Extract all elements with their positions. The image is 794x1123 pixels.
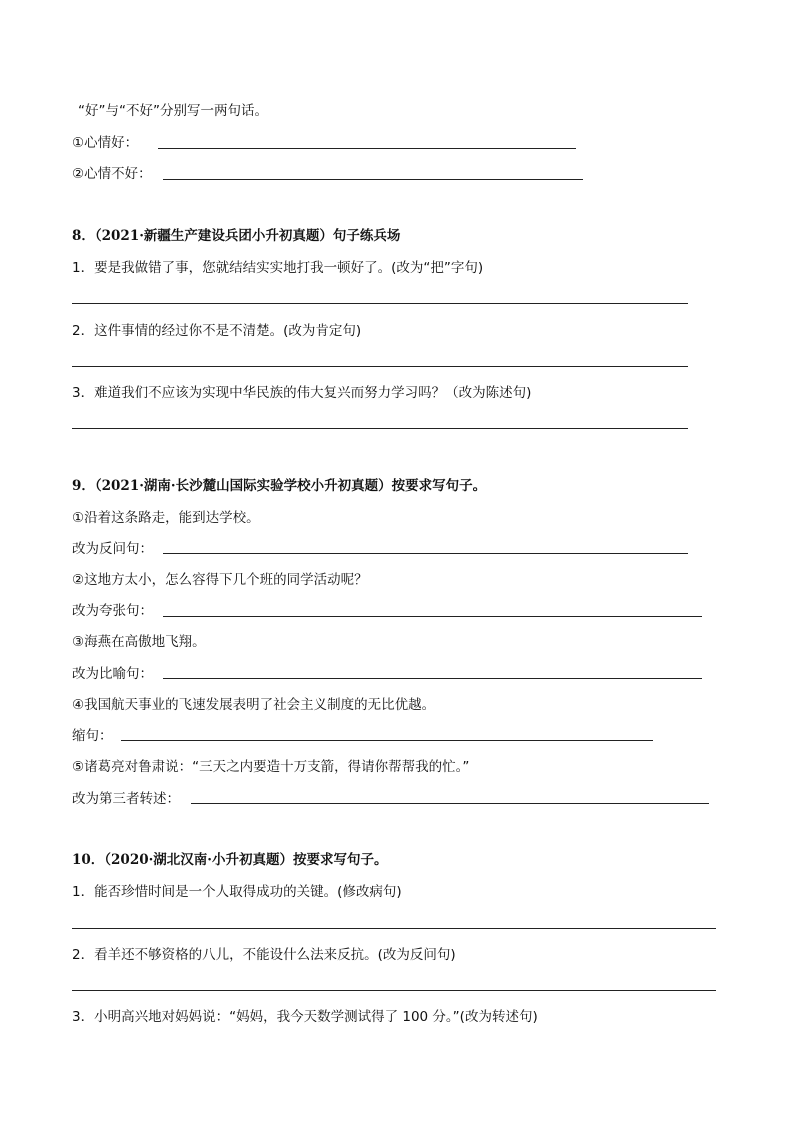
answer-line-q9-5[interactable]	[191, 803, 709, 804]
question-9-prompt-4: 缩句：	[72, 728, 113, 744]
question-9-prompt-3: 改为比喻句：	[72, 666, 153, 682]
answer-line-q8-1[interactable]	[72, 303, 688, 304]
question-8-item-2: 2．这件事情的经过你不是不清楚。(改为肯定句)	[72, 323, 362, 339]
question-9-title: 9．（2021·湖南·长沙麓山国际实验学校小升初真题）按要求写句子。	[72, 478, 487, 494]
question-8-item-3: 3．难道我们不应该为实现中华民族的伟大复兴而努力学习吗？（改为陈述句)	[72, 385, 532, 401]
prompt-mood-good: ①心情好：	[72, 135, 139, 151]
question-9-sentence-3: ③海燕在高傲地飞翔。	[72, 634, 206, 650]
answer-line-q9-3[interactable]	[163, 678, 702, 679]
answer-line-mood-good[interactable]	[158, 148, 576, 149]
question-9-prompt-1: 改为反问句：	[72, 541, 153, 557]
answer-line-mood-bad[interactable]	[163, 179, 583, 180]
question-10-item-3: 3．小明高兴地对妈妈说：“妈妈，我今天数学测试得了 100 分。”(改为转述句)	[72, 1009, 538, 1025]
question-9-sentence-1: ①沿着这条路走，能到达学校。	[72, 510, 260, 526]
intro-text: “好”与“不好”分别写一两句话。	[78, 103, 268, 119]
answer-line-q10-1[interactable]	[72, 928, 716, 929]
prompt-mood-bad: ②心情不好：	[72, 166, 152, 182]
answer-line-q10-2[interactable]	[72, 990, 716, 991]
question-9-sentence-2: ②这地方太小，怎么容得下几个班的同学活动呢？	[72, 572, 368, 588]
question-8-title: 8．（2021·新疆生产建设兵团小升初真题）句子练兵场	[72, 228, 401, 244]
answer-line-q9-4[interactable]	[121, 740, 653, 741]
question-10-title: 10．（2020·湖北汉南·小升初真题）按要求写句子。	[72, 852, 388, 868]
question-10-item-2: 2．看羊还不够资格的八儿，不能设什么法来反抗。(改为反问句)	[72, 947, 456, 963]
answer-line-q8-2[interactable]	[72, 366, 688, 367]
answer-line-q8-3[interactable]	[72, 428, 688, 429]
question-9-sentence-4: ④我国航天事业的飞速发展表明了社会主义制度的无比优越。	[72, 697, 436, 713]
question-9-prompt-2: 改为夸张句：	[72, 603, 153, 619]
question-8-item-1: 1．要是我做错了事，您就结结实实地打我一顿好了。(改为“把”字句)	[72, 260, 484, 276]
answer-line-q9-1[interactable]	[163, 553, 688, 554]
answer-line-q9-2[interactable]	[163, 616, 702, 617]
question-9-prompt-5: 改为第三者转述：	[72, 791, 180, 807]
question-10-item-1: 1．能否珍惜时间是一个人取得成功的关键。(修改病句)	[72, 884, 402, 900]
question-9-sentence-5: ⑤诸葛亮对鲁肃说：“三天之内要造十万支箭，得请你帮帮我的忙。”	[72, 759, 470, 775]
